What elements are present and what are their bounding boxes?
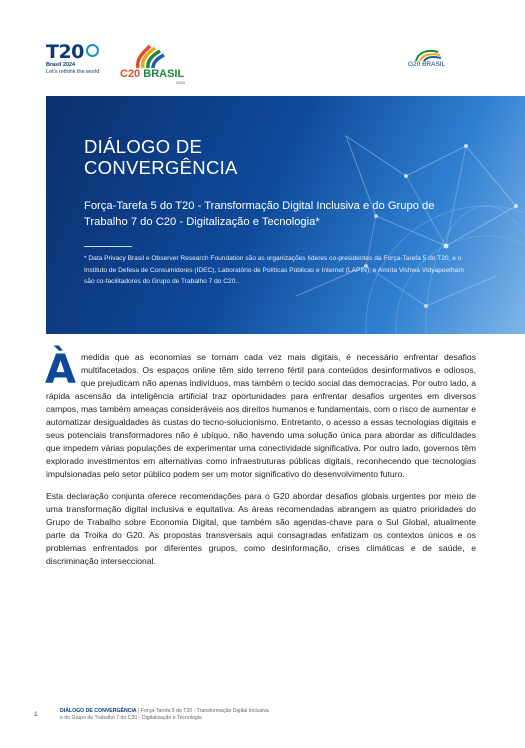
footer-text bbox=[60, 708, 360, 722]
footer-line2: e do Grupo de Trabalho 7 do C20 - Digitalização e Tecnologia bbox=[60, 715, 202, 721]
c20-ribbon-icon bbox=[118, 44, 178, 70]
t20-line2: Let's rethink the world bbox=[46, 68, 100, 75]
hero-banner bbox=[46, 96, 525, 334]
c20-logo bbox=[118, 44, 185, 85]
t20-logo bbox=[46, 42, 99, 75]
header-logos bbox=[0, 0, 525, 95]
title-line-2: CONVERGÊNCIA bbox=[84, 157, 238, 178]
g20-arc-icon bbox=[408, 48, 448, 62]
paragraph-1-text: medida que as economias se tornam cada vez mais digitais, é necessário enfrentar desafios multifacetados. Os espaços online têm sido terreno fértil para conteúdos desinformativos e odiosos, que prejudicam não apenas indivíduos, mas também o tecido social das democracias. Por outro lado, a rápida ascensão da inteligência artificial traz oportunidades para enfrentar desafios urgentes em diversos campos, mas também ameaças consideráveis aos direitos humanos e fundamentais, com o risco de aumentar e automatizar desigualdades às custas do tecno-solucionismo. Entretanto, o acesso a essas tecnologias digitais e seus potenciais transformadores não é ubíquo, não havendo uma solução única para abordar as dificuldades que impedem várias populações de experimentar uma conectividade significativa. Por outro lado, governos têm explorado investimentos em alternativas como infraestruturas públicas digitais, reconhecendo que tecnologias impulsionadas pelo setor público podem ser um motor significativo do desenvolvimento futuro. bbox=[46, 352, 476, 479]
g20-logo bbox=[408, 48, 448, 67]
c20-prefix: C20 bbox=[120, 68, 141, 80]
c20-year: 2024 bbox=[176, 80, 185, 85]
dropcap: À bbox=[45, 347, 76, 393]
paragraph-1 bbox=[45, 347, 476, 481]
g20-text: G20 BRASIL bbox=[408, 61, 446, 68]
footer-doc-title: DIÁLOGO DE CONVERGÊNCIA bbox=[60, 708, 137, 714]
body-text bbox=[45, 347, 476, 577]
footer-separator: | bbox=[136, 708, 141, 714]
page-title bbox=[84, 136, 238, 178]
divider bbox=[84, 246, 132, 247]
page-number: 1 bbox=[34, 711, 38, 718]
footer-line1: Força-Tarefa 5 do T20 - Transformação Digital Inclusiva bbox=[140, 708, 269, 714]
globe-icon bbox=[86, 44, 99, 57]
t20-line1: Brasil 2024 bbox=[46, 62, 76, 68]
paragraph-2: Esta declaração conjunta oferece recomendações para o G20 abordar desafios globais urgentes por meio de uma transformação digital inclusiva e equitativa. As áreas recomendadas abrangem as quatro prioridades do Grupo de Trabalho sobre Economia Digital, que também são agendas-chave para o Sul Global, atualmente parte da Troika do G20. As propostas transversais aqui consagradas enfatizam os contextos únicos e os problemas enfrentados por diferentes grupos, como desinformação, crises climáticas e de saúde, e discriminação interseccional. bbox=[46, 491, 476, 566]
title-line-1: DIÁLOGO DE bbox=[84, 136, 203, 157]
footnote: * Data Privacy Brasil e Observer Research Foundation são as organizações líderes co-presidentes da Força-Tarefa 5 do T20, e o Instituto de Defesa de Consumidores (IDEC), Laboratório de Políticas Públicas e Internet (LAPIN), e Amrita Vishwa Vidyapeetham são co-facilitadores do Grupo de Trabalho 7 do C20.. bbox=[84, 255, 464, 285]
t20-mark: T20 bbox=[46, 41, 84, 63]
c20-country: BRASIL bbox=[143, 68, 185, 80]
subtitle: Força-Tarefa 5 do T20 - Transformação Digital Inclusiva e do Grupo de Trabalho 7 do C20 - Digitalização e Tecnologia* bbox=[84, 200, 435, 228]
